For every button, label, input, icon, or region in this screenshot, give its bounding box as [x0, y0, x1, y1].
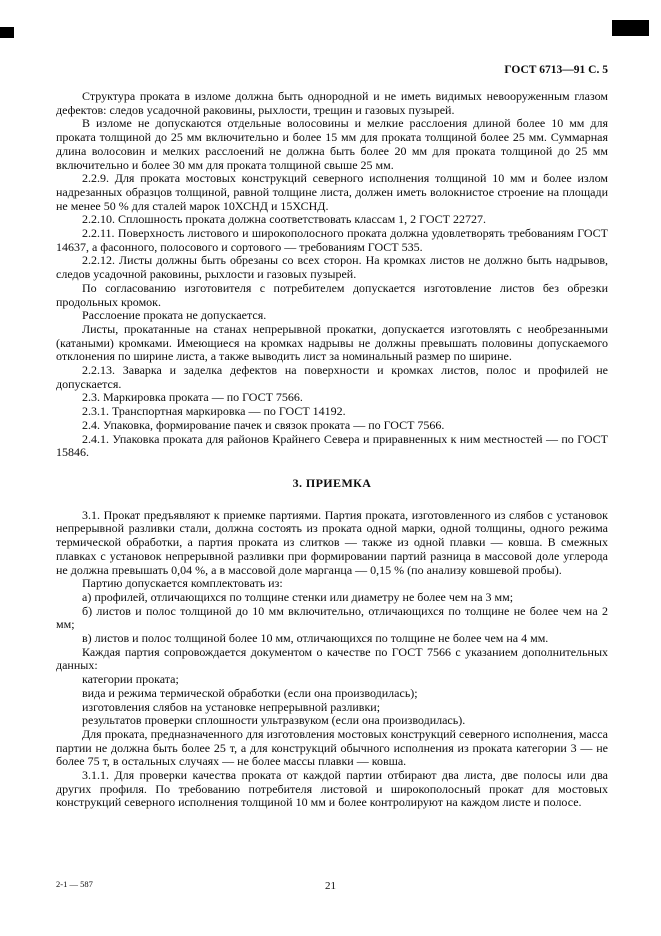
page-number: 21	[325, 880, 336, 892]
clause-3-1-1: 3.1.1. Для проверки качества проката от каждой партии отбирают два листа, две полосы или два других профиля. По требованию потребителя листовой и широкополосный прокат для мостовых конструкций северного исполнения толщиной 10 мм и более контролируют на каждом листе и полосе.	[56, 768, 608, 810]
clause-2-3: 2.3. Маркировка проката — по ГОСТ 7566.	[82, 390, 303, 405]
para-batch-compose: Партию допускается комплектовать из:	[82, 576, 283, 591]
list-item-b: б) листов и полос толщиной до 10 мм включительно, отличающихся по толщине не более чем на 2 мм;	[56, 603, 608, 632]
page-header	[56, 64, 608, 76]
clause-2-2-9: 2.2.9. Для проката мостовых конструкций северного исполнения толщиной 10 мм и более излом надрезанных образцов толщиной, равной толщине листа, должен иметь волокнистое строение на площади не менее 50 % для сталей марок 10ХСНД и 15ХСНД.	[56, 171, 608, 213]
scan-artifact-top-right	[612, 20, 649, 36]
clause-2-2-13: 2.2.13. Заварка и заделка дефектов на поверхности и кромках листов, полос и профилей не допускается.	[56, 363, 608, 391]
list-item-a: а) профилей, отличающихся по толщине стенки или диаметру не более чем на 3 мм;	[82, 589, 514, 604]
list-item-heat-treatment: вида и режима термической обработки (если она производилась);	[82, 685, 418, 700]
clause-2-3-1: 2.3.1. Транспортная маркировка — по ГОСТ 14192.	[82, 404, 346, 419]
para-fracture-limits: В изломе не допускаются отдельные волосовины и мелкие расслоения длиной более 10 мм для проката толщиной до 25 мм включительно и более 15 мм для проката толщиной более 25 мм. Суммарная длина волосовин и мелких расслоений не должна быть более 20 мм для проката толщиной до 25 мм включительно и более 30 мм для проката толщиной свыше 25 мм.	[56, 116, 608, 172]
para-structure: Структура проката в изломе должна быть однородной и не иметь видимых невооруженным глазом дефектов: следов усадочной раковины, рыхлости, трещин и газовых пузырей.	[56, 89, 608, 117]
list-item-slabs: изготовления слябов на установке непрерывной разливки;	[82, 699, 381, 714]
list-item-v: в) листов и полос толщиной более 10 мм, отличающихся по толщине не более чем на 4 мм.	[82, 631, 549, 646]
para-mill-edges: Листы, прокатанные на станах непрерывной прокатки, допускается изготовлять с необрезанными (катаными) кромками. Имеющиеся на кромках надрывы не должны превышать половины допускаемого отклонения по ширине листа, а также выводить лист за номинальный размер по ширине.	[56, 321, 608, 364]
clause-2-2-11: 2.2.11. Поверхность листового и широкополосного проката должна удовлетворять требованиям ГОСТ 14637, а фасонного, полосового и сортового — требованиям ГОСТ 535.	[56, 226, 608, 254]
list-item-ultrasound: результатов проверки сплошности ультразвуком (если она производилась).	[82, 713, 466, 728]
list-item-category: категории проката;	[82, 672, 179, 687]
clause-2-4: 2.4. Упаковка, формирование пачек и связок проката — по ГОСТ 7566.	[82, 417, 445, 432]
document-body	[56, 90, 608, 810]
document-reference: ГОСТ 6713—91 С. 5	[504, 64, 608, 76]
scan-artifact-top-left	[0, 27, 14, 38]
clause-2-2-10: 2.2.10. Сплошность проката должна соответствовать классам 1, 2 ГОСТ 22727.	[82, 212, 486, 227]
section-3-heading: 3. ПРИЕМКА	[292, 475, 372, 490]
para-edge-agreement: По согласованию изготовителя с потребителем допускается изготовление листов без обрезки продольных кромок.	[56, 280, 608, 309]
clause-2-4-1: 2.4.1. Упаковка проката для районов Крайнего Севера и приравненных к ним местностей — по ГОСТ 15846.	[56, 431, 608, 460]
footer-note: 2-1 — 587	[56, 879, 93, 889]
para-delamination: Расслоение проката не допускается.	[82, 308, 267, 323]
para-quality-doc: Каждая партия сопровождается документом о качестве по ГОСТ 7566 с указанием дополнительных данных:	[56, 644, 608, 673]
clause-2-2-12: 2.2.12. Листы должны быть обрезаны со всех сторон. На кромках листов не должно быть надрывов, следов усадочной раковины, рыхлости и газовых пузырей.	[56, 253, 608, 282]
para-batch-mass: Для проката, предназначенного для изготовления мостовых конструкций северного исполнения, масса партии не должна быть более 25 т, а для конструкций обычного исполнения из проката категории 3 — не более 75 т, в остальных случаях — не более массы плавки — ковша.	[56, 726, 608, 769]
clause-3-1: 3.1. Прокат предъявляют к приемке партиями. Партия проката, изготовленного из слябов с установок непрерывной разливки стали, должна состоять из проката одной марки, одной толщины, одного режима термической обработки, а партия проката из слитков — также из одной плавки — ковша. В смежных плавках с установок непрерывной разливки при формировании партий разница в массовой доле углерода не должна превышать 0,04 %, а в массовой доле марганца — 0,15 % (по анализу ковшевой пробы).	[56, 507, 608, 577]
